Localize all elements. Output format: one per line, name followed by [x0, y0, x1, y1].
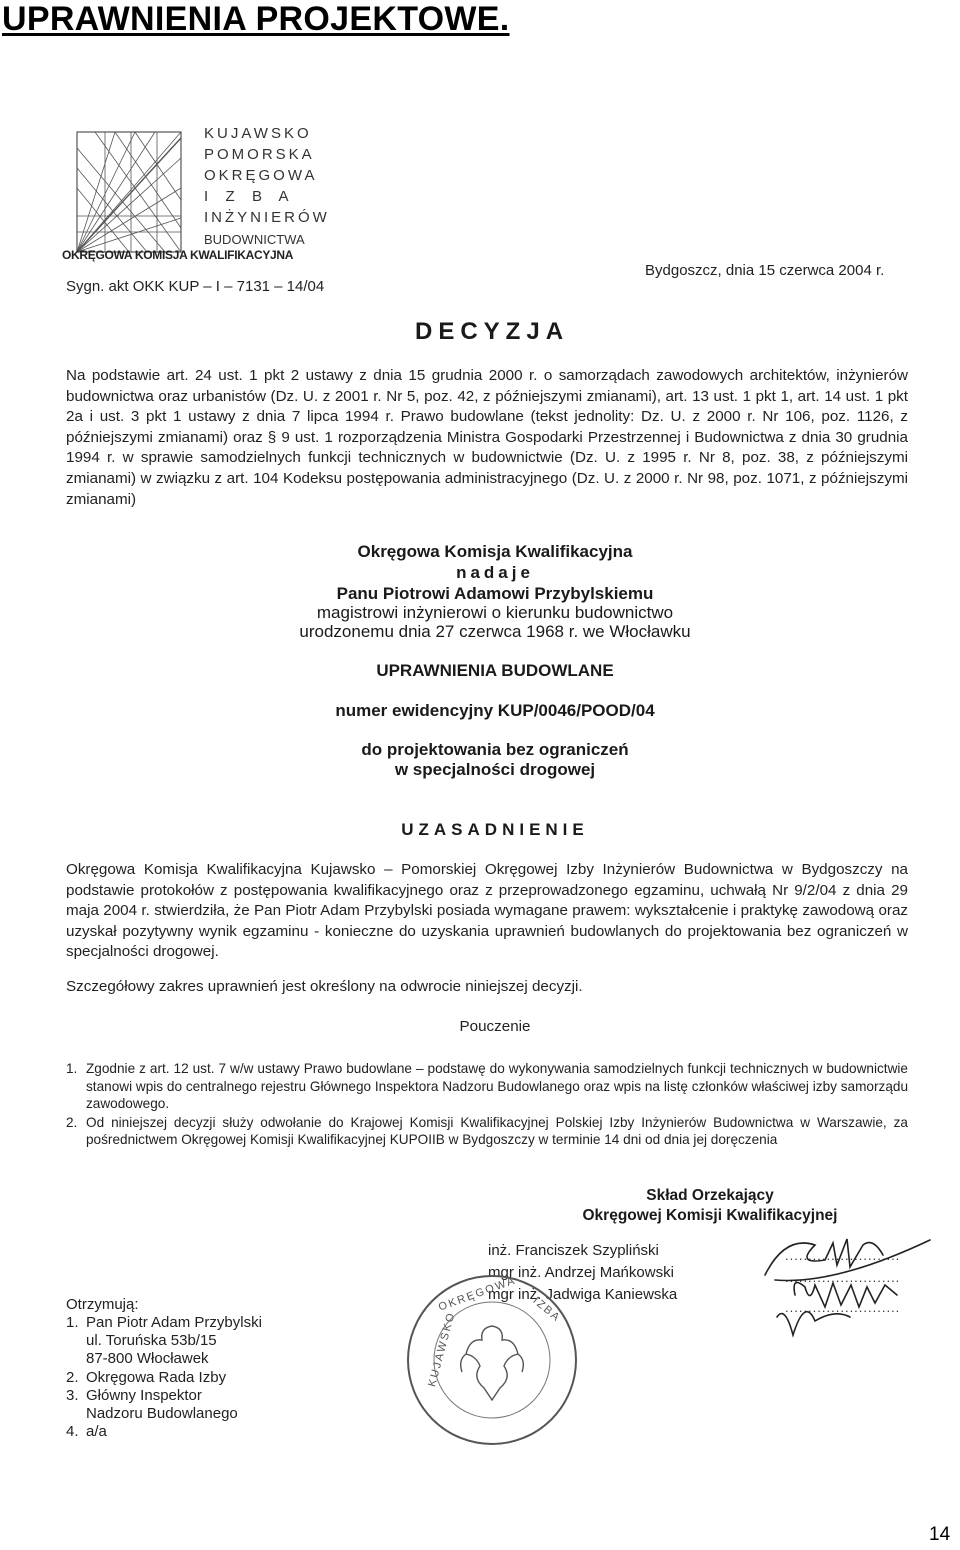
panel-title	[520, 1186, 900, 1226]
instruction-text: Zgodnie z art. 12 ust. 7 w/w ustawy Prawo budowlane – podstawę do wykonywania samodzielnych funkcji technicznych w budownictwie stanowi wpis do centralnego rejestru Głównego Inspektora Nadzoru Budowlanego oraz wpis na listę członków właściwej izby samorządu zawodowego.	[86, 1061, 908, 1112]
grant-recipient: Panu Piotrowi Adamowi Przybylskiemu	[336, 584, 654, 603]
justification-paragraph: Okręgowa Komisja Kwalifikacyjna Kujawsko – Pomorskiej Okręgowej Izby Inżynierów Budownictwa w Bydgoszczy na podstawie protokołów z postępowania kwalifikacyjnego oraz z przeprowadzonego egzaminu, uchwałą Nr 9/2/04 z dnia 29 maja 2004 r. stwierdziła, że Pan Piotr Adam Przybylski posiada wymagane prawem: wykształcenie i praktykę zawodową oraz uzyskał pozytywny wynik egzaminu - konieczne do uzyskania uprawnień budowlanych do projektowania bez ograniczeń w specjalności drogowej.	[66, 861, 908, 961]
signature-line: .........................	[785, 1270, 901, 1285]
grant-permission: UPRAWNIENIA BUDOWLANE	[376, 661, 614, 680]
recipient-text: Pan Piotr Adam Przybylski	[86, 1314, 262, 1331]
recipient-row	[66, 1405, 262, 1423]
instruction-title: Pouczenie	[459, 1018, 531, 1035]
grant-birth-line: urodzonemu dnia 27 czerwca 1968 r. we Włocławku	[299, 622, 691, 641]
signature-line: .........................	[785, 1248, 901, 1263]
instruction-list	[66, 1060, 908, 1149]
page-title: UPRAWNIENIA PROJEKTOWE.	[2, 0, 510, 38]
org-name-line: OKRĘGOWA	[204, 167, 318, 184]
recipient-row	[66, 1423, 262, 1441]
recipient-number: 4.	[66, 1423, 79, 1441]
handwritten-signature	[755, 1225, 935, 1345]
recipient-number	[66, 1405, 86, 1423]
panel-member: mgr inż. Jadwiga Kaniewska	[488, 1286, 678, 1303]
recipient-number: 3.	[66, 1386, 79, 1404]
grant-verb: nadaje	[456, 563, 534, 582]
grant-authority: Okręgowa Komisja Kwalifikacyjna	[357, 542, 633, 561]
justification-title: UZASADNIENIE	[401, 820, 589, 839]
recipient-text: Okręgowa Rada Izby	[86, 1368, 227, 1386]
page-number: 14	[929, 1524, 951, 1545]
chamber-logo	[75, 128, 197, 256]
legal-basis-paragraph: Na podstawie art. 24 ust. 1 pkt 2 ustawy z dnia 15 grudnia 2000 r. o samorządach zawodowych architektów, inżynierów budownictwa oraz urbanistów (Dz. U. z 2001 r. Nr 5, poz. 42, z późniejszymi zmianami), art. 13 ust. 1 pkt 1, art. 14 ust. 1 pkt 2a i ust. 3 pkt 1 ustawy z dnia 7 lipca 1994 r. Prawo budowlane (tekst jednolity: Dz. U. z 2000 r. Nr 106, poz. 1126, z późniejszymi zmianami) oraz § 9 ust. 1 rozporządzenia Ministra Gospodarki Przestrzennej i Budownictwa z dnia 30 grudnia 1994 r. w sprawie samodzielnych funkcji technicznych w budownictwie (Dz. U. z 1995 r. Nr 8, poz. 38, z późniejszymi zmianami) w związku z art. 104 Kodeksu postępowania administracyjnego (Dz. U. z 2000 r. Nr 98, poz. 1071, z późniejszymi zmianami)	[66, 367, 908, 508]
recipient-text: Główny Inspektor	[86, 1386, 202, 1404]
recipient-row	[66, 1350, 262, 1368]
panel-title-line: Okręgowej Komisji Kwalifikacyjnej	[582, 1207, 838, 1224]
org-name-line: I Z B A	[204, 188, 292, 205]
recipient-number: 2.	[66, 1368, 79, 1386]
grant-title-line: magistrowi inżynierowi o kierunku budownictwo	[316, 603, 674, 622]
recipient-row	[66, 1332, 262, 1350]
recipient-number	[66, 1332, 86, 1350]
panel-member: mgr inż. Andrzej Mańkowski	[488, 1264, 674, 1281]
org-name-line: KUJAWSKO	[204, 125, 312, 142]
recipient-text: a/a	[86, 1423, 107, 1441]
recipient-row	[66, 1369, 262, 1387]
instruction-number: 2.	[66, 1114, 78, 1130]
grant-scope-line: w specjalności drogowej	[394, 760, 596, 779]
svg-text:KUJAWSKO: KUJAWSKO	[426, 1310, 458, 1389]
panel-member: inż. Franciszek Szypliński	[488, 1242, 659, 1259]
committee-name: OKRĘGOWA KOMISJA KWALIFIKACYJNA	[62, 248, 294, 262]
panel-title-line: Skład Orzekający	[646, 1187, 774, 1204]
recipient-number	[66, 1350, 86, 1368]
recipient-text: ul. Toruńska 53b/15	[86, 1332, 217, 1350]
registry-number: numer ewidencyjny KUP/0046/POOD/04	[335, 701, 655, 720]
official-stamp	[400, 1268, 585, 1453]
svg-text:IZBA: IZBA	[530, 1294, 563, 1325]
instruction-text: Od niniejszej decyzji służy odwołanie do Krajowej Komisji Kwalifikacyjnej Polskiej Izby Inżynierów Budownictwa w Warszawie, za pośrednictwem Okręgowej Komisji Kwalifikacyjnej KUPOIIB w Bydgoszczy w terminie 14 dni od dnia jej doręczenia	[86, 1114, 908, 1148]
recipient-text: Nadzoru Budowlanego	[86, 1405, 238, 1423]
decision-title: DECYZJA	[415, 318, 570, 345]
org-name-line: POMORSKA	[204, 146, 315, 163]
instruction-item	[66, 1060, 908, 1113]
instruction-number: 1.	[66, 1061, 78, 1076]
recipients-list	[66, 1314, 262, 1441]
org-name-line: BUDOWNICTWA	[204, 232, 305, 247]
svg-text:OKRĘGOWA: OKRĘGOWA	[436, 1274, 518, 1314]
recipient-text: 87-800 Włocławek	[86, 1350, 209, 1368]
org-name-line: INŻYNIERÓW	[204, 209, 330, 226]
recipient-row	[66, 1314, 262, 1332]
grant-scope-line: do projektowania bez ograniczeń	[361, 740, 629, 759]
recipient-number: 1.	[66, 1314, 79, 1331]
detail-scope-note: Szczegółowy zakres uprawnień jest określony na odwrocie niniejszej decyzji.	[66, 978, 583, 995]
reference-number: Sygn. akt OKK KUP – I – 7131 – 14/04	[66, 278, 325, 295]
place-date: Bydgoszcz, dnia 15 czerwca 2004 r.	[645, 262, 885, 279]
recipient-row	[66, 1387, 262, 1405]
signature-line: .........................	[785, 1300, 901, 1315]
recipients-title: Otrzymują:	[66, 1296, 139, 1313]
instruction-item	[66, 1114, 908, 1149]
